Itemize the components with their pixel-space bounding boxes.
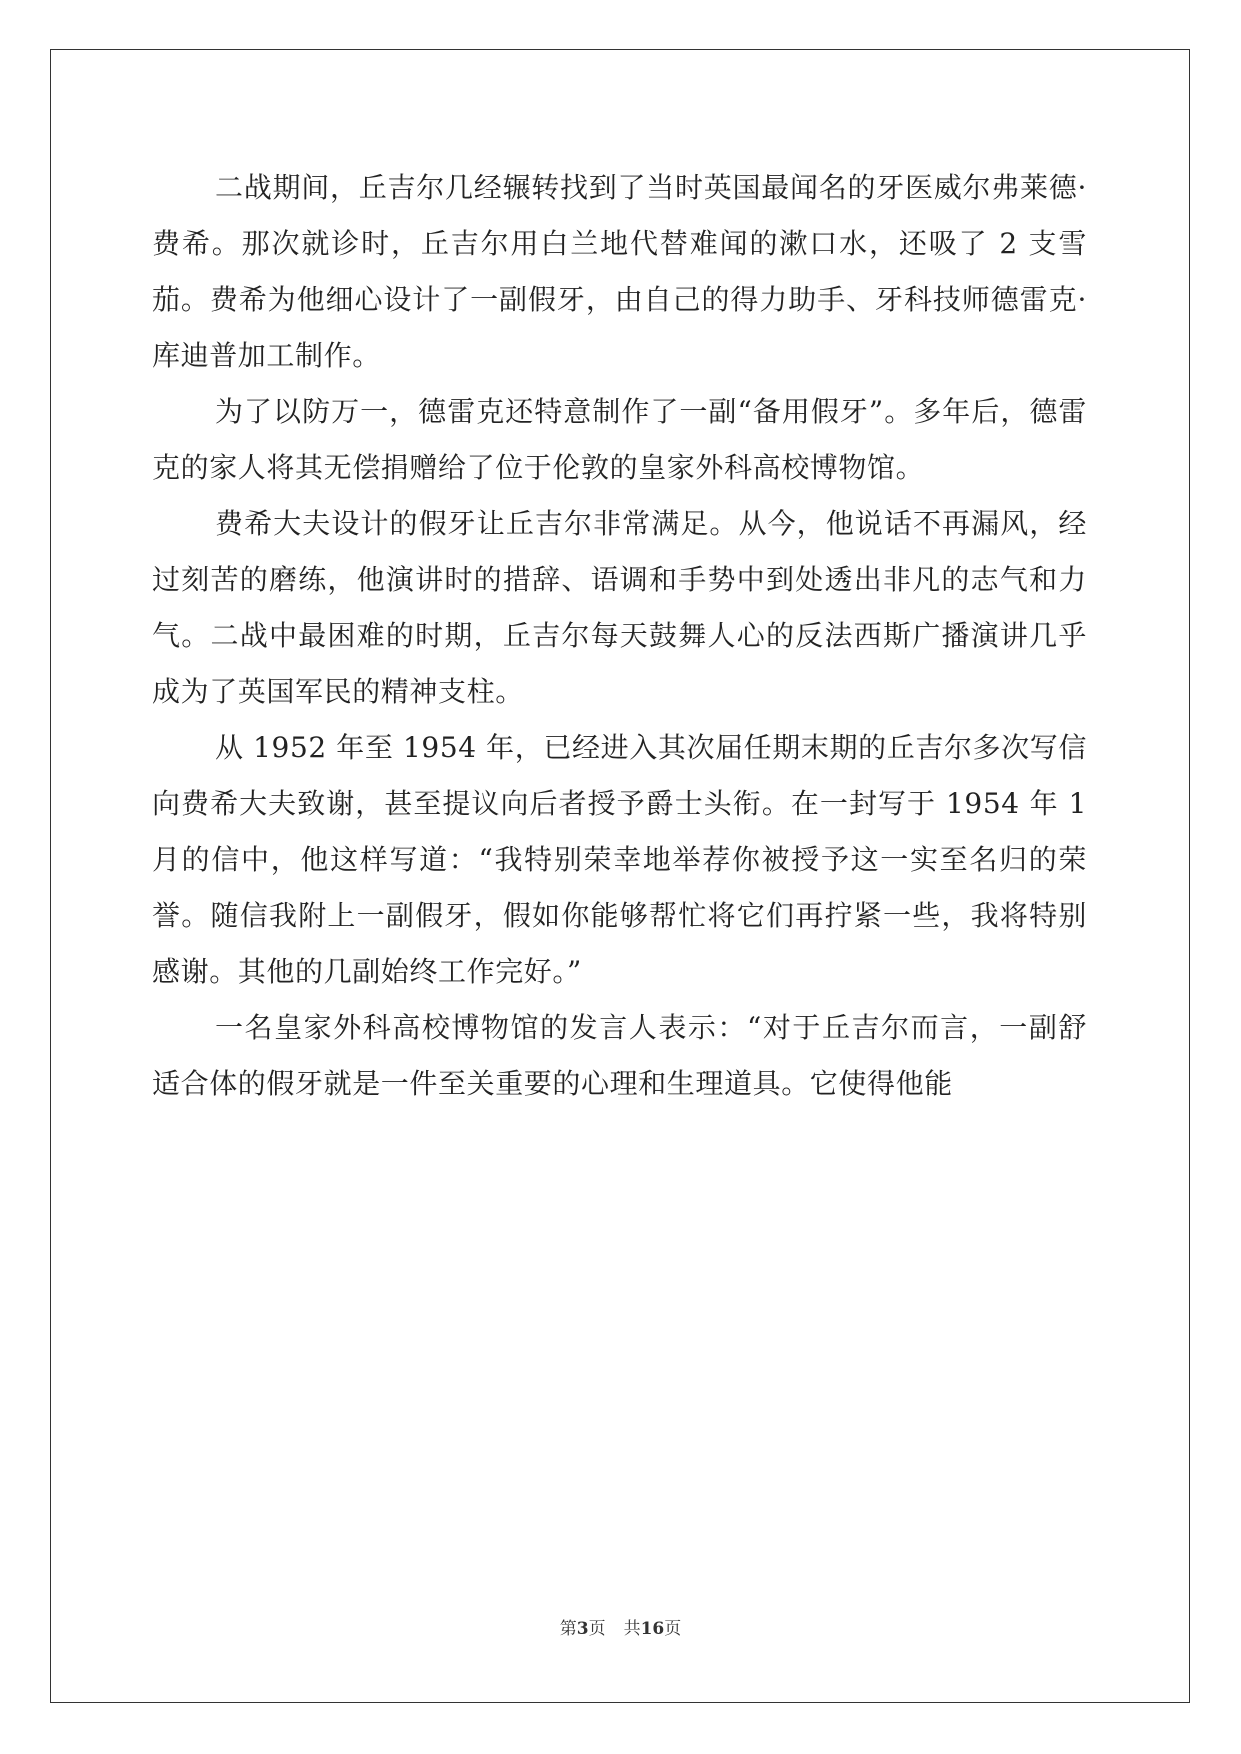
paragraph-1: 二战期间，丘吉尔几经辗转找到了当时英国最闻名的牙医威尔弗莱德·费希。那次就诊时，丘吉尔用白兰地代替难闻的漱口水，还吸了 2 支雪茄。费希为他细心设计了一副假牙，由自己的得力助手、牙科技师德雷克·库迪普加工制作。	[152, 171, 1087, 372]
page-suffix: 页	[588, 1619, 606, 1639]
paragraph-3: 费希大夫设计的假牙让丘吉尔非常满足。从今，他说话不再漏风，经过刻苦的磨练，他演讲时的措辞、语调和手势中到处透出非凡的志气和力气。二战中最困难的时期，丘吉尔每天鼓舞人心的反法西斯广播演讲几乎成为了英国军民的精神支柱。	[152, 507, 1087, 708]
page-footer	[0, 1614, 1241, 1639]
paragraph-2: 为了以防万一，德雷克还特意制作了一副“备用假牙”。多年后，德雷克的家人将其无偿捐赠给了位于伦敦的皇家外科高校博物馆。	[152, 395, 1087, 484]
total-prefix: 共	[623, 1619, 641, 1639]
page-prefix: 第	[559, 1619, 577, 1639]
page-number: 3	[576, 1619, 589, 1639]
document-body	[152, 160, 1087, 1112]
total-pages: 16	[640, 1619, 665, 1639]
total-suffix: 页	[664, 1619, 682, 1639]
paragraph-4: 从 1952 年至 1954 年，已经进入其次届任期末期的丘吉尔多次写信向费希大夫致谢，甚至提议向后者授予爵士头衔。在一封写于 1954 年 1 月的信中，他这样写道：“我特别荣幸地举荐你被授予这一实至名归的荣誉。随信我附上一副假牙，假如你能够帮忙将它们再拧紧一些，我将特别感谢。其他的几副始终工作完好。”	[152, 731, 1087, 988]
paragraph-5: 一名皇家外科高校博物馆的发言人表示：“对于丘吉尔而言，一副舒适合体的假牙就是一件至关重要的心理和生理道具。它使得他能	[152, 1011, 1087, 1100]
